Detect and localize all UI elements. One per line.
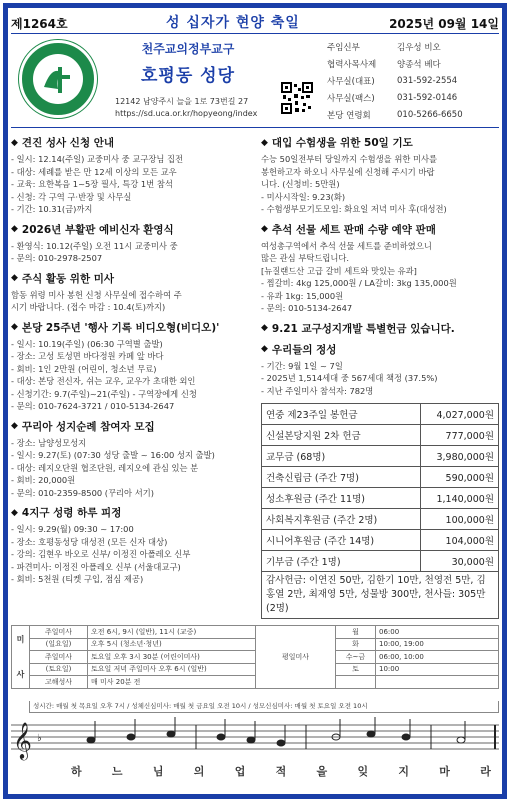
issue-number: 제1264호 [11,17,68,31]
notice-line: - 일시: 9.29(월) 09:30 ~ 17:00 [11,524,134,534]
mass-day-time: 06:00, 10:00 [376,651,499,664]
notice-line: - 기간: 9월 1일 ~ 7일 [261,360,343,371]
offering-row [262,425,499,446]
lyric-syllable: 지 [398,765,410,778]
staff-row: 사무실(대표) 031-592-2554 [327,75,458,87]
offering-label: 시니어후원금 (주간 14명) [262,530,421,551]
notice-line: - 미사시작일: 9.23(화) [261,191,346,202]
notice-section [261,342,499,398]
diamond-bullet-icon: ◆ [11,507,18,518]
offering-label: 건축신립금 (주간 7명) [262,467,421,488]
parish-address-block [115,96,257,120]
notice-line: - 문의: 010-5134-2647 [261,303,353,313]
notice-line: - 문의: 010-7624-3721 / 010-5134-2647 [11,401,175,411]
left-column [11,135,251,592]
offering-row [262,404,499,425]
mass-type: (토요일) [30,663,88,676]
mass-time: 오후 5시 (청소년·청년) [88,638,256,651]
notice-line: - 신청기간: 9.7(주일)~21(주일) - 구역장에게 신청 [11,388,197,399]
staff-directory [327,38,499,123]
parish-title [103,40,273,86]
svg-text:𝄞: 𝄞 [13,721,32,759]
mass-day: 토 [336,663,376,676]
svg-text:♭: ♭ [37,733,42,744]
diamond-bullet-icon: ◆ [11,421,18,431]
notice-section [261,321,499,336]
mass-schedule-table [11,625,499,689]
notice-line: - 파견미사: 이정진 아폴레오 신부 (서울대교구) [11,561,181,572]
weekday-mass-label: 평일미사 [256,626,336,689]
lyric-syllable: 하 [71,765,82,778]
qr-code-icon[interactable] [281,82,313,114]
staff-row: 본당 연령회 010-5266-6650 [327,109,463,121]
lyric-syllable: 잊 [357,765,369,778]
mass-row [12,676,499,689]
notice-title: ◆ 추석 선물 세트 판매 수량 예약 판매 [261,223,436,236]
notice-title: ◆ 4지구 성령 하루 피정 [11,507,122,519]
diamond-bullet-icon: ◆ [11,137,18,148]
lyric-syllable: 적 [275,765,287,778]
notice-line: - 기간: 10.31(금)까지 [11,204,93,214]
notice-section [11,320,251,413]
offering-row [262,509,499,530]
offering-row [262,488,499,509]
notice-section [261,222,499,315]
notice-title: ◆ 9.21 교구성지개발 특별헌금 있습니다. [261,322,455,335]
notice-title: ◆ 견진 성사 신청 안내 [11,137,115,149]
notice-line: - 지난 주일미사 참석자: 782명 [261,385,374,396]
right-column [261,135,499,619]
notice-line: - 찜갈비: 4kg 125,000원 / LA갈비: 3kg 135,000원 [261,278,457,288]
mass-row [12,626,499,639]
masthead [11,33,499,128]
thanks-offering: 감사헌금: 이연진 50만, 김한기 10만, 천영전 5만, 김홍열 2만, 최재영 5만, 성물방 300만, 천사들: 305만(2명) [261,572,499,619]
diamond-bullet-icon: ◆ [261,344,268,354]
notice-line: - 수험생부모기도모임: 화요일 저녁 미사 후(대성전) [261,204,447,214]
notice-section [261,135,499,216]
issue-date: 2025년 09월 14일 [389,17,499,31]
notice-line: - 일시: 12.14(주일) 교중미사 중 교구장님 집전 [11,154,184,164]
offering-label: 기부금 (주간 1명) [262,551,421,572]
notice-section [11,271,251,314]
notice-line: - 유과 1kg: 15,000원 [261,290,344,301]
notice-line: 시기 바랍니다. (접수 마감 : 10.4(토)까지) [11,302,166,312]
notice-line: - 회비: 5천원 (티켓 구입, 점심 제공) [11,574,144,584]
notice-line: 봉헌하고자 하오니 사무실에 신청해 주시기 바랍 [261,166,435,177]
mass-type: 주일미사 [30,626,88,639]
notice-line: - 장소: 고성 토성면 바다정원 카페 앞 바다 [11,351,164,361]
mass-type: (일요일) [30,638,88,651]
mass-type: 고해성사 [30,676,88,689]
notice-line: 함동 위령 미사 봉헌 신청 사무실에 접수하여 주 [11,289,182,300]
diamond-bullet-icon: ◆ [261,224,268,234]
notice-line: - 장소: 호평동성당 대성전 (모든 신자 대상) [11,536,168,547]
offering-amount: 3,980,000원 [421,446,499,467]
offering-amount: 590,000원 [421,467,499,488]
mass-row [12,638,499,651]
diamond-bullet-icon: ◆ [11,273,18,283]
lyric-syllable: 마 [439,765,450,778]
lyric-syllable: 의 [193,765,205,778]
mass-day [336,676,376,689]
notice-line: [뉴질랜드산 고급 갈비 세트와 맛있는 유과] [261,265,417,276]
mass-day-time: 10:00 [376,663,499,676]
mass-day-time: 06:00 [376,626,499,639]
offering-label: 교무금 (68명) [262,446,421,467]
diamond-bullet-icon: ◆ [11,224,18,234]
bulletin [11,11,499,791]
notice-section [11,222,251,265]
mass-time: 토요일 오후 3시 30분 (어린이미사) [88,651,256,664]
top-bar [11,11,499,33]
parish-logo-icon [19,40,97,118]
notice-title: ◆ 대입 수험생을 위한 50일 기도 [261,137,413,149]
notice-line: 여성총구역에서 추석 선물 세트를 준비하였으니 [261,240,432,251]
mass-time: 토요일 저녁 주일미사 오후 6시 (일반) [88,663,256,676]
notice-line: - 회비: 20,000원 [11,475,76,485]
mass-day-time [376,676,499,689]
mass-time: 매 미사 20분 전 [88,676,256,689]
mass-day: 수~금 [336,651,376,664]
staff-row: 사무실(팩스) 031-592-0146 [327,92,458,104]
notice-line: - 일시: 10.19(주일) (06:30 구역별 출발) [11,338,163,349]
hymn-lyrics [71,763,491,779]
notice-line: - 환영식: 10.12(주일) 오전 11시 교중미사 중 [11,240,178,251]
staff-row: 협력사목사제 양종석 베다 [327,59,441,70]
offering-table [261,403,499,572]
parish-name: 호평동 성당 [140,66,236,86]
mass-schedule-footer: 성시간: 매월 첫 목요일 오후 7시 / 성체신심미사: 매월 첫 금요일 오전 10시 / 성모신심미사: 매월 첫 토요일 오전 10시 [29,701,499,713]
notice-section [11,419,251,500]
notice-line: - 교육: 요한복음 1~5장 필사, 특강 1번 참석 [11,179,173,189]
offering-label: 신설본당지원 2차 헌금 [262,425,421,446]
notice-title: ◆ 2026년 부활판 예비신자 환영식 [11,223,174,236]
lyric-syllable: 라 [480,765,491,778]
feast-title: 성 십자가 현양 축일 [166,15,300,31]
notice-line: - 장소: 남양성모성지 [11,437,87,448]
offering-label: 성소후원금 (주간 11명) [262,488,421,509]
diamond-bullet-icon: ◆ [261,137,268,148]
offering-label: 연중 제23주일 봉헌금 [262,404,421,425]
notice-line: - 2025년 1,514세대 중 567세대 책정 (37.5%) [261,373,438,383]
lyric-syllable: 업 [234,765,246,778]
offering-amount: 104,000원 [421,530,499,551]
lyric-syllable: 을 [316,765,328,778]
mass-day: 화 [336,638,376,651]
offering-amount: 30,000원 [421,551,499,572]
offering-amount: 777,000원 [421,425,499,446]
mass-row [12,651,499,664]
notice-title: ◆ 주식 활동 위한 미사 [11,272,115,285]
diamond-bullet-icon: ◆ [11,322,18,332]
notice-line: - 강의: 김현우 바오로 신부/ 이정진 아폴레오 신부 [11,549,191,559]
notice-line: - 문의: 010-2978-2507 [11,253,103,263]
parish-address: 12142 남양주시 늘을 1로 73번길 27 [115,97,249,106]
notice-line: 니다. (신청비: 5만원) [261,179,340,189]
offering-row [262,530,499,551]
notice-line: - 회비: 1인 2만원 (어린이, 청소년 무료) [11,363,157,374]
diamond-bullet-icon: ◆ [261,323,268,333]
notice-title: ◆ 우리들의 정성 [261,343,337,356]
mass-type: 주일미사 [30,651,88,664]
offering-amount: 100,000원 [421,509,499,530]
lyric-syllable: 님 [152,765,164,778]
notice-line: - 대상: 본당 전신자, 쉬는 교우, 교우가 초대한 외인 [11,376,196,386]
notice-title: ◆ 본당 25주년 '행사 기록 비디오형(비디오)' [11,321,220,334]
notice-line: 수능 50일전부터 당일까지 수험생을 위한 미사를 [261,154,438,164]
notice-line: - 신청: 각 구역 구·반장 및 사무실 [11,191,132,202]
lyric-syllable: 느 [111,765,123,778]
mass-day-time: 10:00, 19:00 [376,638,499,651]
notice-title: ◆ 꾸리아 성지순례 참여자 모집 [11,420,155,433]
offering-amount: 4,027,000원 [421,404,499,425]
parish-url[interactable]: https://sd.uca.or.kr/hopyeong/index [115,109,258,118]
notice-line: - 일시: 9.27(토) (07:30 성당 출발 ~ 16:00 성지 출발) [11,450,215,460]
notice-section [11,505,251,586]
mass-row [12,663,499,676]
notice-line: 많은 관심 부탁드립니다. [261,253,350,263]
offering-row [262,446,499,467]
notice-line: - 대상: 레지오단원 협조단원, 레지오에 관심 있는 분 [11,462,199,473]
diocese-name: 천주교의정부교구 [141,42,235,56]
offering-label: 사회복지후원금 (주간 2명) [262,509,421,530]
offering-row [262,551,499,572]
mass-time: 오전 6시, 9시 (일반), 11시 (교중) [88,626,256,639]
mass-side-label: 미 사 [12,626,30,689]
notice-line: - 대상: 세례를 받은 만 12세 이상의 모든 교우 [11,166,177,177]
offering-row [262,467,499,488]
notice-line: - 문의: 010-2359-8500 (꾸리아 서기) [11,487,154,498]
staff-row: 주임신부 김우성 비오 [327,42,441,53]
mass-day: 월 [336,626,376,639]
offering-amount: 1,140,000원 [421,488,499,509]
notice-section [11,135,251,216]
